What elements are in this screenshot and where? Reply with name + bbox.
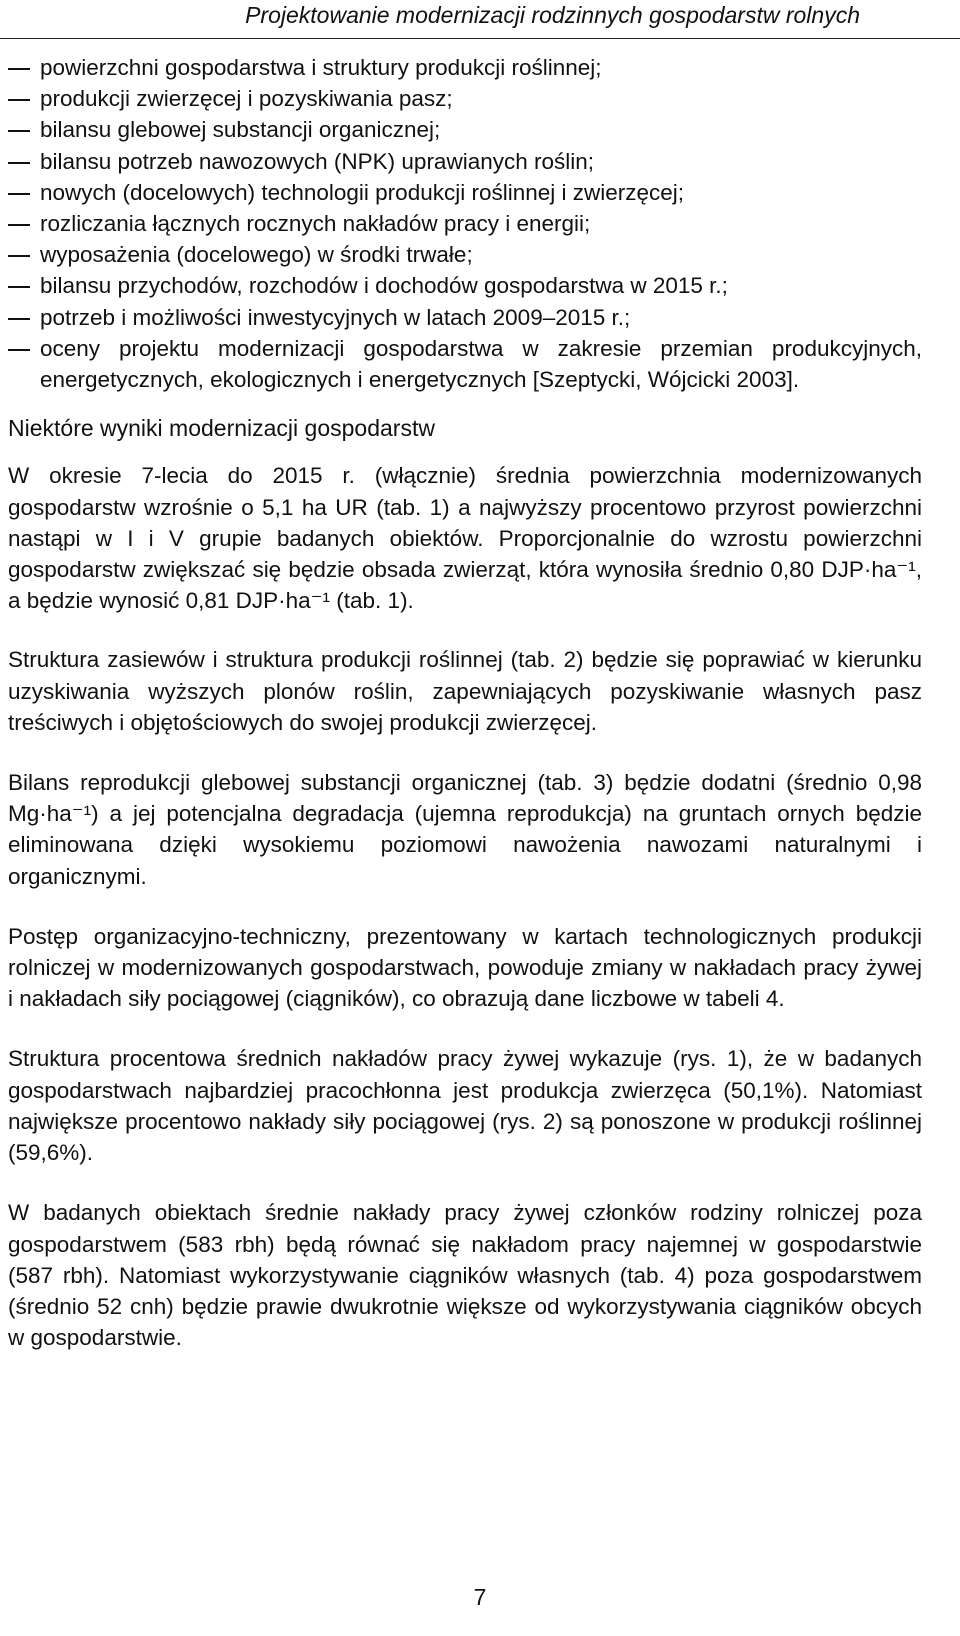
page-number: 7 bbox=[473, 1584, 487, 1610]
list-item: bilansu glebowej substancji organicznej; bbox=[8, 114, 922, 145]
list-item: produkcji zwierzęcej i pozyskiwania pasz; bbox=[8, 83, 922, 114]
list-item: wyposażenia (docelowego) w środki trwałe; bbox=[8, 239, 922, 270]
running-header bbox=[0, 0, 960, 39]
list-item: rozliczania łącznych rocznych nakładów pracy i energii; bbox=[8, 208, 922, 239]
dash-list bbox=[8, 52, 922, 395]
list-item: oceny projektu modernizacji gospodarstwa w zakresie przemian produkcyjnych, energetycznych, ekologicznych i energetycznych [Szeptycki, Wójcicki 2003]. bbox=[8, 333, 922, 395]
list-item: nowych (docelowych) technologii produkcji roślinnej i zwierzęcej; bbox=[8, 177, 922, 208]
running-title: Projektowanie modernizacji rodzinnych gospodarstw rolnych bbox=[245, 2, 860, 28]
list-item: powierzchni gospodarstwa i struktury produkcji roślinnej; bbox=[8, 52, 922, 83]
list-item: bilansu potrzeb nawozowych (NPK) uprawianych roślin; bbox=[8, 146, 922, 177]
paragraph: Postęp organizacyjno-techniczny, prezentowany w kartach technologicznych produkcji rolniczej w modernizowanych gospodarstwach, powoduje zmiany w nakładach pracy żywej i nakładach siły pociągowej (ciągników), co obrazują dane liczbowe w tabeli 4. bbox=[8, 923, 922, 1012]
section-heading: Niektóre wyniki modernizacji gospodarstw bbox=[8, 415, 435, 442]
list-item: bilansu przychodów, rozchodów i dochodów gospodarstwa w 2015 r.; bbox=[8, 270, 922, 301]
page-content bbox=[8, 52, 922, 1382]
paragraph: Bilans reprodukcji glebowej substancji organicznej (tab. 3) będzie dodatni (średnio 0,98 Mg·ha⁻¹) a jej potencjalna degradacja (ujemna reprodukcja) na gruntach ornych będzie eliminowana dzięki wysokiemu poziomowi nawożenia nawozami naturalnymi i organicznymi. bbox=[8, 770, 922, 889]
paragraph: W okresie 7-lecia do 2015 r. (włącznie) średnia powierzchnia modernizowanych gospodarstw wzrośnie o 5,1 ha UR (tab. 1) a najwyższy procentowo przyrost powierzchni nastąpi w I i V grupie badanych obiektów. Proporcjonalnie do wzrostu powierzchni gospodarstw zwiększać się będzie obsada zwierząt, która wynosiła średnio 0,80 DJP·ha⁻¹, a będzie wynosić 0,81 DJP·ha⁻¹ (tab. 1). bbox=[8, 463, 922, 614]
paragraph: Struktura zasiewów i struktura produkcji roślinnej (tab. 2) będzie się poprawiać w kierunku uzyskiwania wyższych plonów roślin, zapewniających pozyskiwanie własnych pasz treściwych i objętościowych do swojej produkcji zwierzęcej. bbox=[8, 647, 922, 735]
list-item: potrzeb i możliwości inwestycyjnych w latach 2009–2015 r.; bbox=[8, 302, 922, 333]
paragraph: W badanych obiektach średnie nakłady pracy żywej członków rodziny rolniczej poza gospodarstwem (583 rbh) będą równać się nakładom pracy najemnej w gospodarstwie (587 rbh). Natomiast wykorzystywanie ciągników własnych (tab. 4) poza gospodarstwem (średnio 52 cnh) będzie prawie dwukrotnie większe od wykorzystywania ciągników obcych w gospodarstwie. bbox=[8, 1200, 922, 1351]
paragraph: Struktura procentowa średnich nakładów pracy żywej wykazuje (rys. 1), że w badanych gospodarstwach najbardziej pracochłonna jest produkcja zwierzęca (50,1%). Natomiast największe procentowo nakłady siły pociągowej (rys. 2) są ponoszone w produkcji roślinnej (59,6%). bbox=[8, 1046, 922, 1166]
